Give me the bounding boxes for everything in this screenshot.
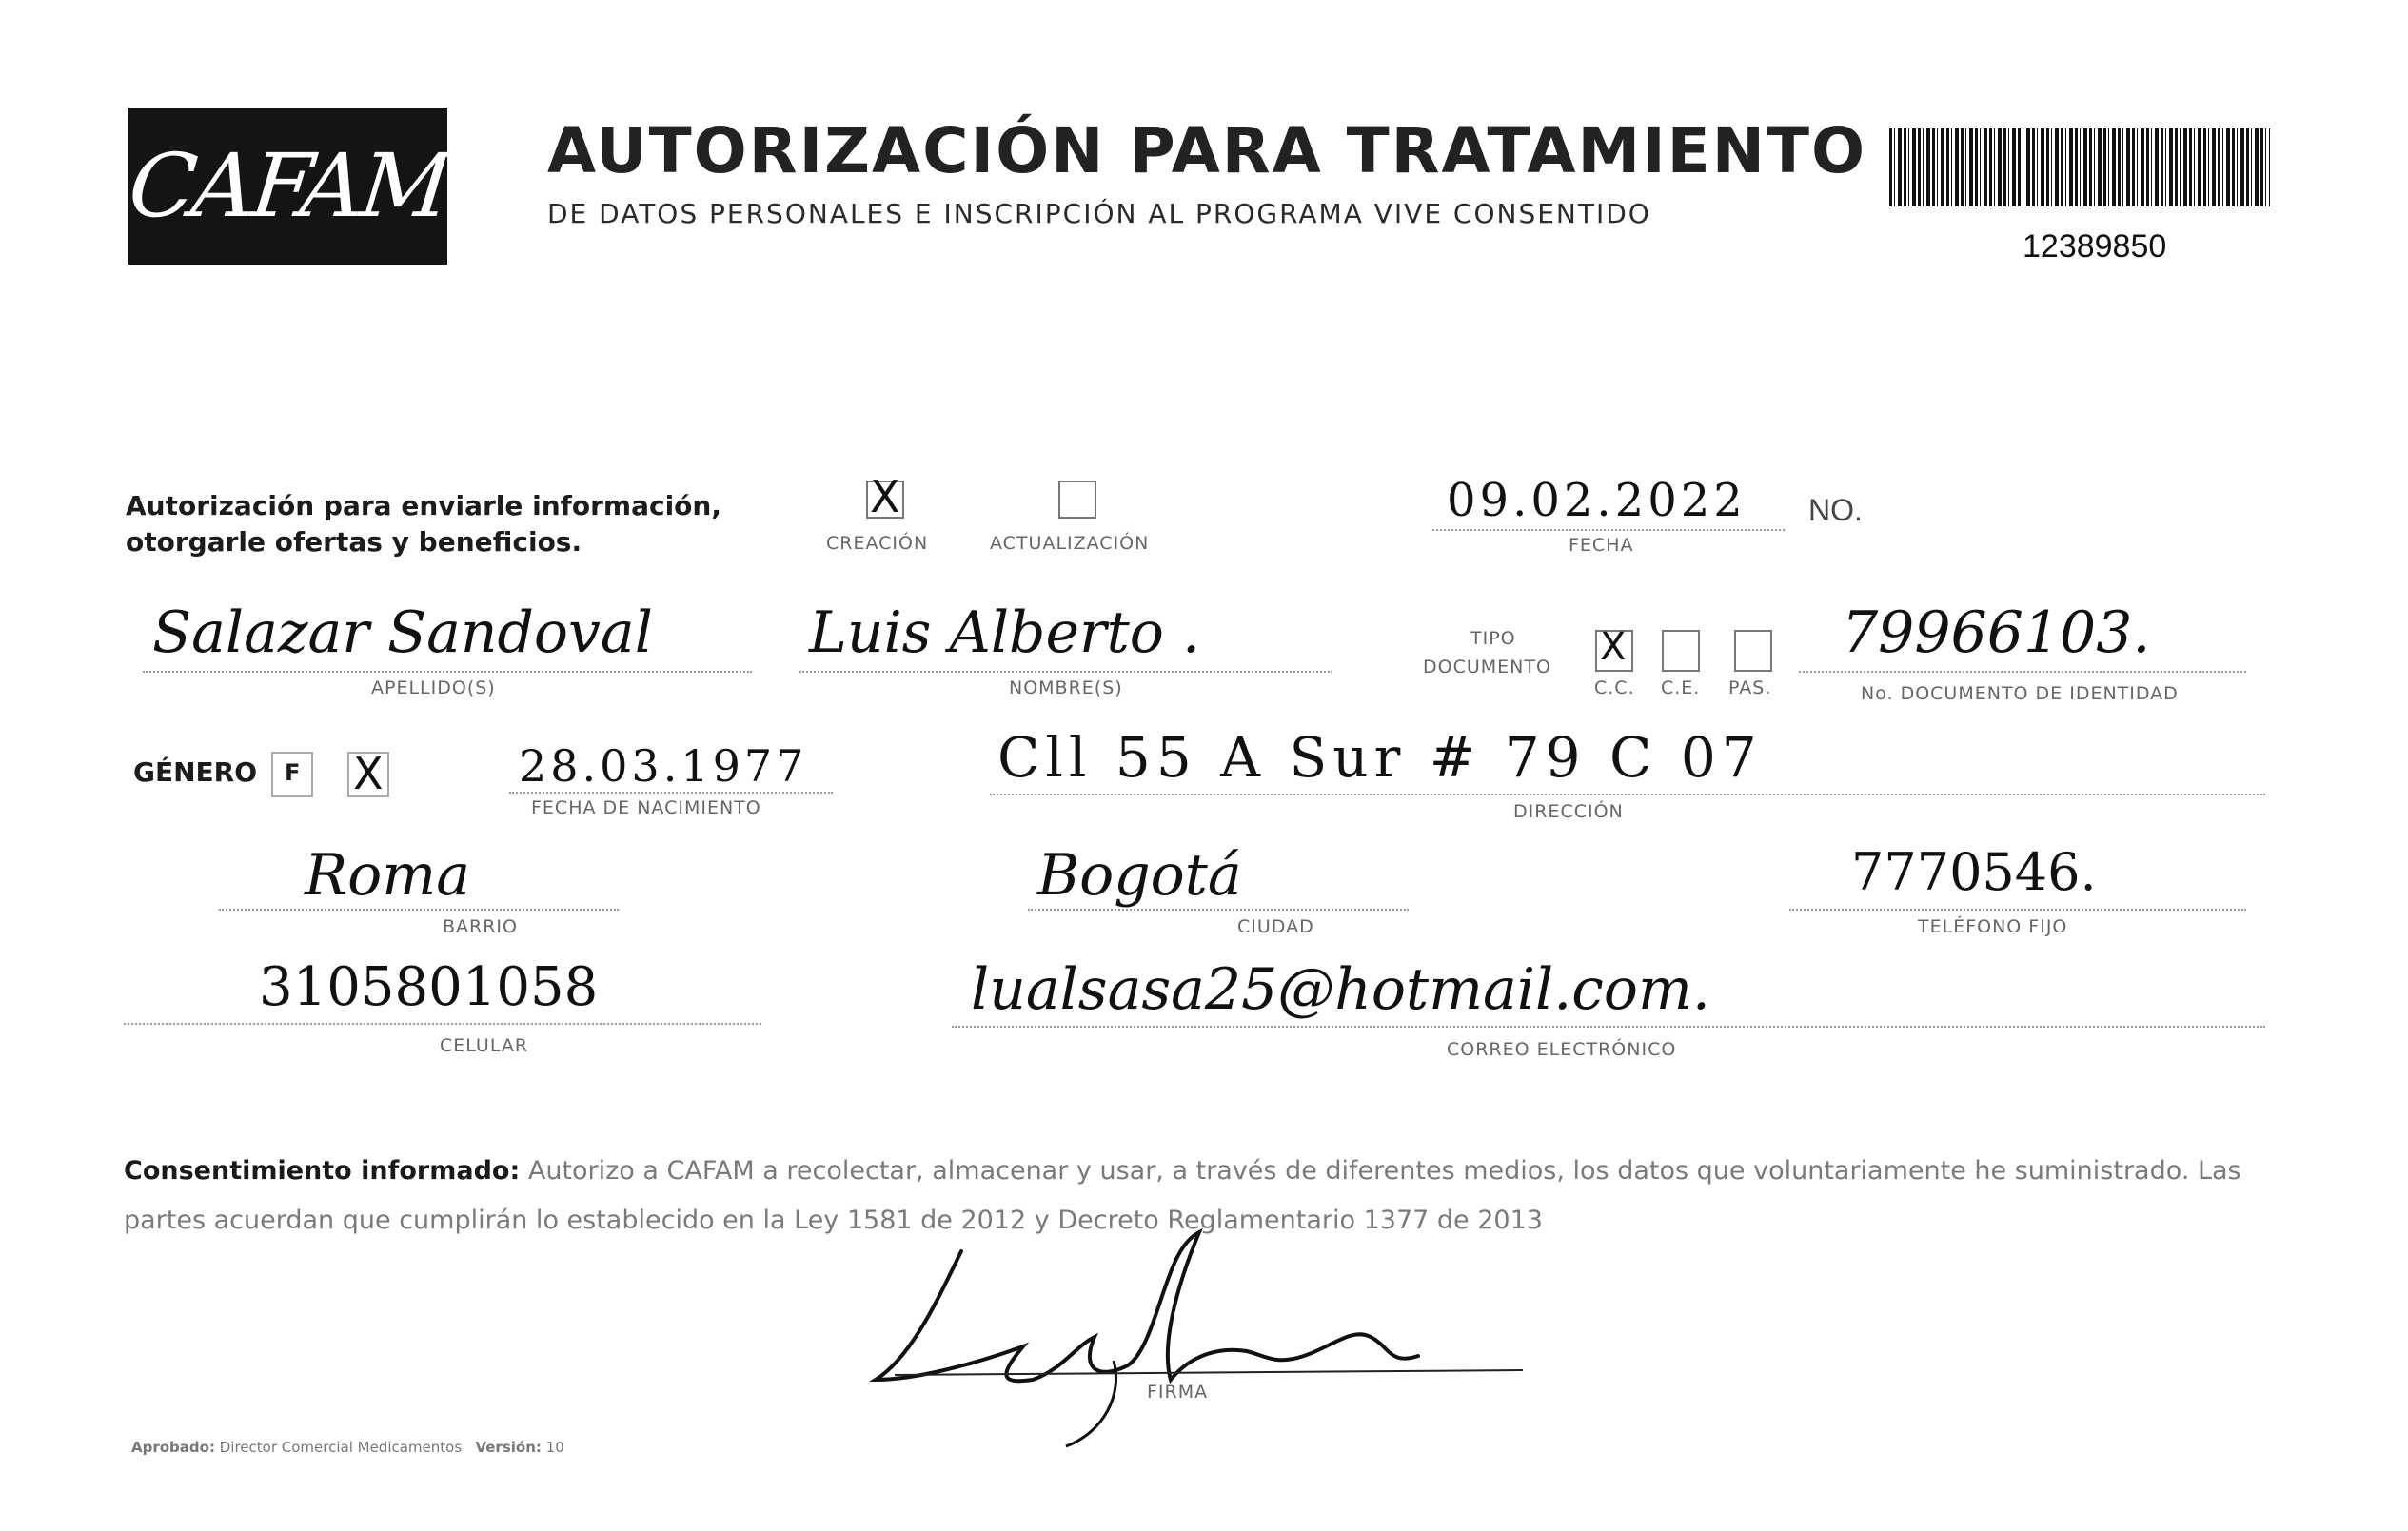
- fecha-value[interactable]: 09.02.2022: [1447, 474, 1747, 527]
- consent-heading: Consentimiento informado:: [124, 1156, 521, 1186]
- nacimiento-label: FECHA DE NACIMIENTO: [531, 797, 761, 818]
- version-value: 10: [545, 1439, 564, 1456]
- celular-value[interactable]: 3105801058: [259, 956, 599, 1018]
- document-title: AUTORIZACIÓN PARA TRATAMIENTO: [547, 114, 1867, 187]
- no-label: NO.: [1808, 493, 1863, 527]
- ce-checkbox[interactable]: [1662, 630, 1700, 672]
- fecha-label: FECHA: [1569, 535, 1634, 556]
- version-label: Versión:: [475, 1439, 542, 1456]
- f-label: F: [285, 759, 301, 786]
- genero-m-checkbox[interactable]: [347, 748, 389, 799]
- correo-value[interactable]: lualsasa25@hotmail.com.: [971, 956, 1710, 1023]
- aprobado-label: Aprobado:: [131, 1439, 215, 1456]
- documento-value[interactable]: 79966103.: [1842, 599, 2151, 666]
- nombres-label: NOMBRE(S): [1009, 677, 1123, 698]
- correo-label: CORREO ELECTRÓNICO: [1447, 1039, 1677, 1060]
- ciudad-label: CIUDAD: [1237, 916, 1314, 937]
- barrio-value[interactable]: Roma: [305, 842, 470, 909]
- direccion-value[interactable]: Cll 55 A Sur # 79 C 07: [997, 725, 1763, 790]
- barcode: [1889, 128, 2270, 206]
- documento-label: DOCUMENTO: [1423, 657, 1551, 677]
- genero-f-checkbox[interactable]: [271, 752, 313, 797]
- pas-label: PAS.: [1728, 677, 1772, 698]
- genero-label: GÉNERO: [133, 756, 258, 788]
- telefono-value[interactable]: 7770546.: [1851, 842, 2097, 902]
- apellidos-label: APELLIDO(S): [371, 677, 496, 698]
- actualizacion-checkbox[interactable]: [1058, 481, 1096, 519]
- footer-approval: [131, 1439, 564, 1456]
- tipo-label: TIPO: [1470, 628, 1516, 649]
- actualizacion-label: ACTUALIZACIÓN: [990, 533, 1150, 554]
- celular-label: CELULAR: [440, 1035, 529, 1056]
- cafam-logo: [124, 108, 452, 265]
- signature-label: FIRMA: [1147, 1382, 1209, 1403]
- consent-body: Autorizo a CAFAM a recolectar, almacenar y usar, a través de diferentes medios, los datos que voluntariamente he suministrado. Las partes acuerdan que cumplirán lo establecido en la Ley 1581 de 2012 y Decreto Reglamentario 1377 de 2013: [124, 1156, 2241, 1235]
- cc-mark: X: [1600, 625, 1627, 669]
- nombres-value[interactable]: Luis Alberto .: [809, 599, 1201, 666]
- cc-label: C.C.: [1594, 677, 1635, 698]
- signature: [857, 1213, 1542, 1461]
- m-mark: X: [353, 748, 384, 799]
- pas-checkbox[interactable]: [1734, 630, 1772, 672]
- creacion-checkbox[interactable]: [866, 471, 904, 522]
- creacion-mark: X: [870, 471, 900, 522]
- cc-checkbox[interactable]: [1595, 625, 1633, 672]
- logo-text: CAFAM: [124, 135, 452, 237]
- barrio-label: BARRIO: [443, 916, 518, 937]
- apellidos-value[interactable]: Salazar Sandoval: [152, 599, 653, 666]
- nacimiento-value[interactable]: 28.03.1977: [519, 740, 808, 792]
- direccion-label: DIRECCIÓN: [1513, 801, 1624, 822]
- creacion-label: CREACIÓN: [826, 533, 929, 554]
- barcode-number: 12389850: [2023, 228, 2167, 265]
- intro-line-2: otorgarle ofertas y beneficios.: [126, 526, 582, 558]
- documento-id-label: No. DOCUMENTO DE IDENTIDAD: [1861, 683, 2179, 704]
- telefono-label: TELÉFONO FIJO: [1918, 916, 2068, 937]
- ce-label: C.E.: [1661, 677, 1701, 698]
- document-subtitle: DE DATOS PERSONALES E INSCRIPCIÓN AL PROGRAMA VIVE CONSENTIDO: [547, 198, 1651, 229]
- aprobado-value: Director Comercial Medicamentos: [219, 1439, 463, 1456]
- ciudad-value[interactable]: Bogotá: [1037, 842, 1242, 909]
- intro-line-1: Autorización para enviarle información,: [126, 490, 721, 521]
